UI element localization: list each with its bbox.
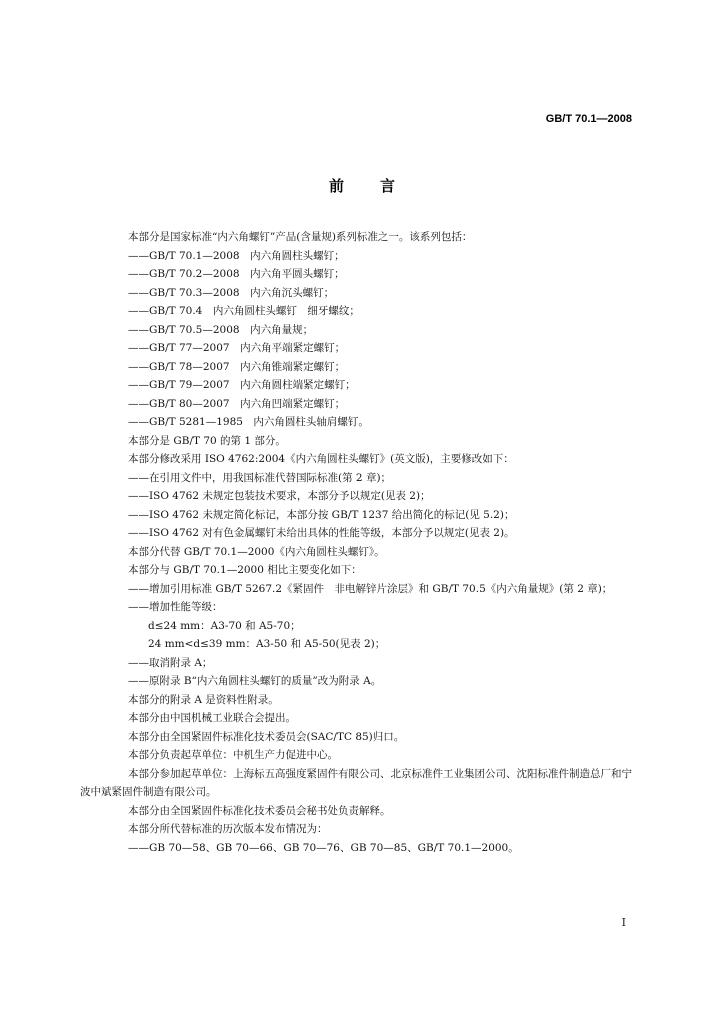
- paragraph: 本部分由中国机械工业联合会提出。: [128, 712, 296, 724]
- paragraph: 本部分所代替标准的历次版本发布情况为：: [128, 823, 328, 835]
- list-item: ——ISO 4762 对有色金属螺钉未给出具体的性能等级，本部分予以规定(见表 2)。: [128, 527, 515, 539]
- list-item: ——GB/T 79—2007 内六角圆柱端紧定螺钉；: [128, 379, 356, 391]
- page-title: 前言: [328, 177, 431, 195]
- list-item: ——取消附录 A；: [128, 656, 213, 669]
- list-item: ——GB/T 70.5—2008 内六角量规；: [128, 323, 314, 336]
- list-item: ——GB/T 70.3—2008 内六角沉头螺钉；: [128, 286, 335, 299]
- sub-item: d≤24 mm：A3-70 和 A5-70；: [148, 619, 301, 632]
- foreword-body: [80, 228, 639, 857]
- list-item: ——GB/T 5281—1985 内六角圆柱头轴肩螺钉。: [128, 416, 369, 428]
- list-item: ——GB/T 70.1—2008 内六角圆柱头螺钉；: [128, 249, 345, 262]
- list-item: ——GB/T 70.2—2008 内六角平圆头螺钉；: [128, 268, 345, 280]
- list-item: ——在引用文件中，用我国标准代替国际标准(第 2 章)；: [128, 471, 392, 484]
- paragraph: 本部分是 GB/T 70 的第 1 部分。: [128, 434, 286, 447]
- paragraph: 本部分负责起草单位：中机生产力促进中心。: [128, 749, 338, 761]
- list-item: ——GB 70—58、GB 70—66、GB 70—76、GB 70—85、GB/T 70.1—2000。: [128, 841, 519, 854]
- standard-number: GB/T 70.1—2008: [545, 113, 632, 125]
- paragraph: 本部分参加起草单位：上海标五高强度紧固件有限公司、北京标准件工业集团公司、沈阳标准件制造总厂和宁波中斌紧固件制造有限公司。: [80, 767, 632, 798]
- list-item: ——ISO 4762 未规定简化标记，本部分按 GB/T 1237 给出简化的标记(见 5.2)；: [128, 508, 515, 521]
- paragraph: 本部分的附录 A 是资料性附录。: [128, 693, 279, 706]
- paragraph: 本部分由全国紧固件标准化技术委员会秘书处负责解释。: [128, 804, 391, 817]
- list-item: ——增加性能等级：: [128, 601, 223, 613]
- list-item: ——GB/T 70.4 内六角圆柱头螺钉 细牙螺纹；: [128, 305, 360, 317]
- paragraph: 本部分代替 GB/T 70.1—2000《内六角圆柱头螺钉》。: [128, 545, 385, 558]
- list-item: ——原附录 B“内六角圆柱头螺钉的质量”改为附录 A。: [128, 675, 382, 687]
- paragraph: 本部分与 GB/T 70.1—2000 相比主要变化如下：: [128, 564, 362, 576]
- list-item: ——ISO 4762 未规定包装技术要求，本部分予以规定(见表 2)；: [128, 490, 431, 502]
- list-item: ——GB/T 77—2007 内六角平端紧定螺钉；: [128, 342, 346, 354]
- list-item: ——增加引用标准 GB/T 5267.2《紧固件 非电解锌片涂层》和 GB/T 70.5《内六角量规》(第 2 章)；: [128, 582, 613, 595]
- sub-item: 24 mm<d≤39 mm：A3-50 和 A5-50(见表 2)；: [148, 638, 386, 650]
- list-item: ——GB/T 80—2007 内六角凹端紧定螺钉；: [128, 397, 346, 410]
- paragraph: 本部分是国家标准“内六角螺钉”产品(含量规)系列标准之一。该系列包括：: [128, 231, 473, 243]
- paragraph: 本部分由全国紧固件标准化技术委员会(SAC/TC 85)归口。: [128, 730, 405, 743]
- list-item: ——GB/T 78—2007 内六角锥端紧定螺钉；: [128, 360, 346, 373]
- paragraph: 本部分修改采用 ISO 4762:2004《内六角圆柱头螺钉》(英文版)，主要修改如下：: [128, 453, 514, 465]
- page-number: I: [621, 916, 626, 929]
